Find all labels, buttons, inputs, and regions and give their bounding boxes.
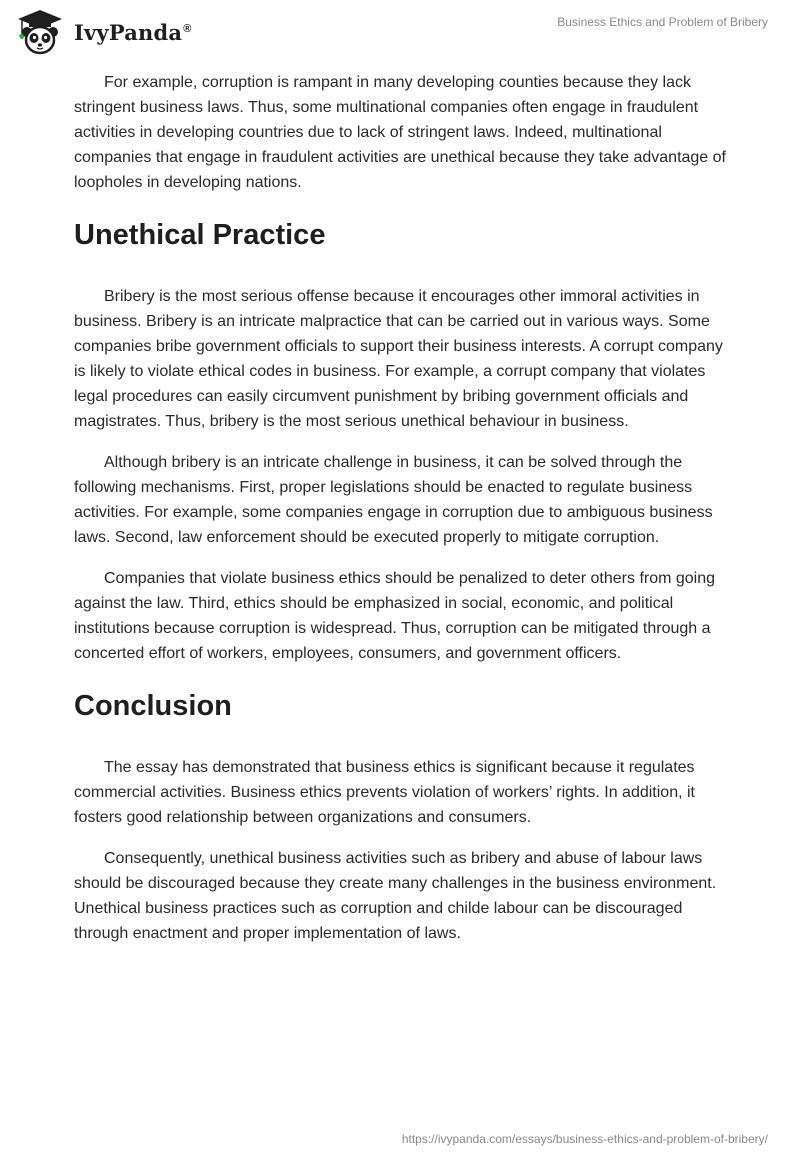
paragraph-corruption-developing: For example, corruption is rampant in many developing counties because they lack stringent business laws. Thus, some multinational companies often engage in fraudulent activities in developing countries due to lack of stringent laws. Indeed, multinational companies that engage in fraudulent activities are unethical because they take advantage of loopholes in developing nations. [74,74,726,191]
running-title: Business Ethics and Problem of Bribery [557,15,768,29]
paragraph-conclusion-significance: The essay has demonstrated that business ethics is significant because it regulates commercial activities. Business ethics prevents violation of workers’ rights. In addition, it fosters good relationship between organizations and consumers. [74,759,695,826]
heading-conclusion: Conclusion [74,690,232,722]
page-header [0,0,800,64]
logo-name: IvyPanda [74,19,183,45]
panda-logo-icon [16,8,64,56]
essay-body [74,70,734,962]
paragraph-penalize-companies: Companies that violate business ethics should be penalized to deter others from going against the law. Third, ethics should be emphasized in social, economic, and political institutions because corruption is widespread. Thus, corruption can be mitigated through a concerted effort of workers, employees, consumers, and government officers. [74,570,716,662]
registered-mark: ® [183,22,192,35]
source-url-link[interactable]: https://ivypanda.com/essays/business-ethics-and-problem-of-bribery/ [401,1132,768,1146]
logo-wordmark [74,20,192,45]
ivypanda-logo[interactable] [16,8,192,56]
paragraph-bribery-offense: Bribery is the most serious offense because it encourages other immoral activities in business. Bribery is an intricate malpractice that can be carried out in various ways. Some companies bribe government officials to support their business interests. A corrupt company is likely to violate ethical codes in business. For example, a corrupt company that violates legal procedures can easily circumvent punishment by bribing government officials and magistrates. Thus, bribery is the most serious unethical behaviour in business. [74,288,723,430]
heading-unethical-practice: Unethical Practice [74,219,326,251]
paragraph-conclusion-discourage: Consequently, unethical business activities such as bribery and abuse of labour laws should be discouraged because they create many challenges in the business environment. Unethical business practices such as corruption and childe labour can be discouraged through enactment and proper implementation of laws. [74,850,717,942]
paragraph-bribery-mechanisms: Although bribery is an intricate challenge in business, it can be solved through the following mechanisms. First, proper legislations should be enacted to regulate business activities. For example, some companies engage in corruption due to ambiguous business laws. Second, law enforcement should be executed properly to mitigate corruption. [74,454,713,546]
